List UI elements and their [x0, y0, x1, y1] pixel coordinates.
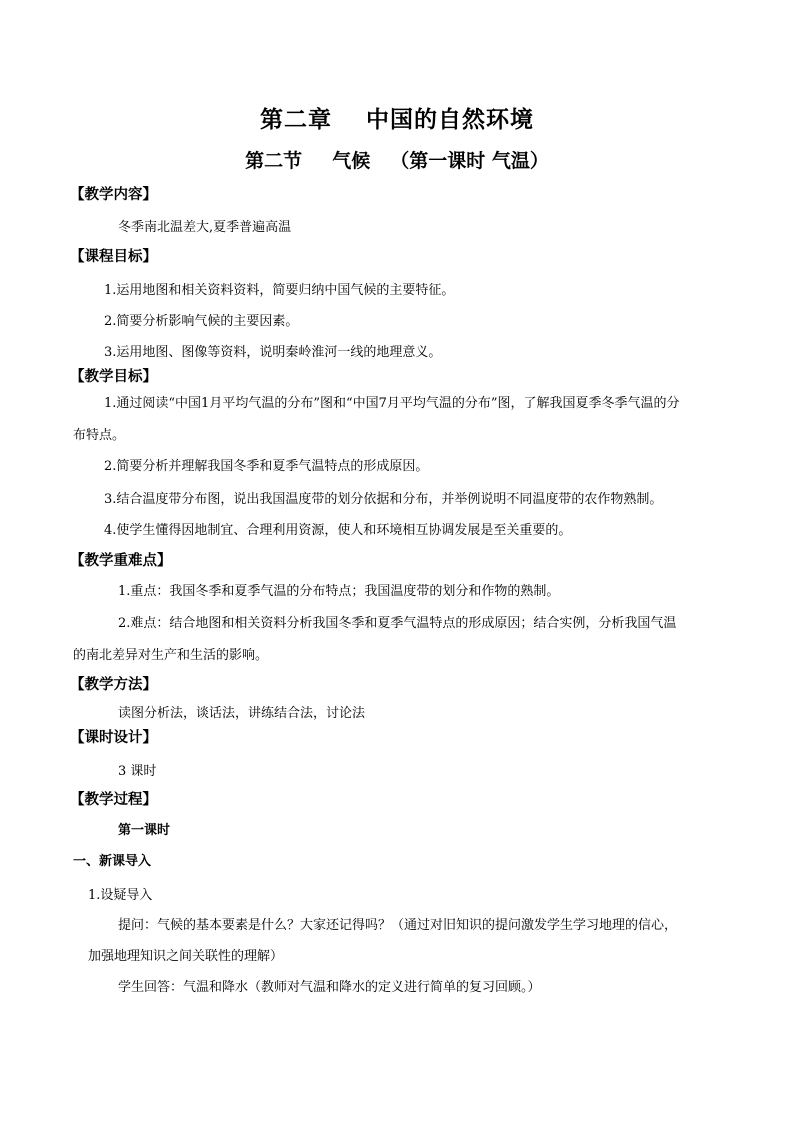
step-1-heading: 1.设疑导入 [88, 888, 153, 903]
curriculum-goal-2: 2.简要分析影响气候的主要因素。 [104, 314, 299, 329]
question-line2: 加强地理知识之间关联性的理解） [88, 949, 284, 964]
teaching-goal-1-line1: 1.通过阅读“中国1月平均气温的分布”图和“中国7月平均气温的分布”图，了解我国夏季冬季气温的分 [104, 396, 680, 411]
teaching-goal-1-line2: 布特点。 [73, 428, 126, 443]
key-points-heading: 【教学重难点】 [70, 552, 172, 569]
teaching-goal-2: 2.简要分析并理解我国冬季和夏季气温特点的形成原因。 [104, 459, 429, 474]
content-heading: 【教学内容】 [70, 186, 157, 203]
difficult-point-line1: 2.难点：结合地图和相关资料分析我国冬季和夏季气温特点的形成原因；结合实例，分析我国气温 [118, 616, 677, 631]
chapter-number: 第二章 [260, 106, 332, 133]
section-title [0, 146, 794, 173]
teaching-goals-heading: 【教学目标】 [70, 368, 157, 385]
part-1-heading: 一、新课导入 [73, 854, 152, 869]
process-heading: 【教学过程】 [70, 791, 157, 808]
content-text: 冬季南北温差大,夏季普遍高温 [118, 220, 292, 235]
key-point: 1.重点：我国冬季和夏季气温的分布特点；我国温度带的划分和作物的熟制。 [118, 584, 560, 599]
chapter-title [0, 101, 794, 134]
difficult-point-line2: 的南北差异对生产和生活的影响。 [73, 648, 269, 663]
student-answer: 学生回答：气温和降水（教师对气温和降水的定义进行简单的复习回顾。） [118, 980, 541, 995]
teaching-goal-4: 4.使学生懂得因地制宜、合理利用资源，使人和环境相互协调发展是至关重要的。 [104, 523, 572, 538]
curriculum-goals-heading: 【课程目标】 [70, 248, 157, 265]
teaching-goal-3: 3.结合温度带分布图，说出我国温度带的划分依据和分布，并举例说明不同温度带的农作物熟制。 [104, 492, 663, 507]
methods-text: 读图分析法，谈话法，讲练结合法，讨论法 [118, 706, 366, 721]
question-line1: 提问：气候的基本要素是什么？大家还记得吗？（通过对旧知识的提问激发学生学习地理的信心， [118, 918, 678, 933]
chapter-name: 中国的自然环境 [366, 106, 534, 133]
hours-heading: 【课时设计】 [70, 729, 157, 746]
lesson-label: 第一课时 [118, 823, 171, 838]
curriculum-goal-3: 3.运用地图、图像等资料，说明秦岭淮河一线的地理意义。 [104, 345, 442, 360]
section-topic: 气候 [332, 150, 371, 172]
methods-heading: 【教学方法】 [70, 676, 157, 693]
hours-text: 3 课时 [118, 764, 157, 779]
section-lesson: （第一课时 气温） [390, 150, 549, 172]
section-number: 第二节 [245, 150, 303, 172]
curriculum-goal-1: 1.运用地图和相关资料资料，简要归纳中国气候的主要特征。 [104, 283, 455, 298]
